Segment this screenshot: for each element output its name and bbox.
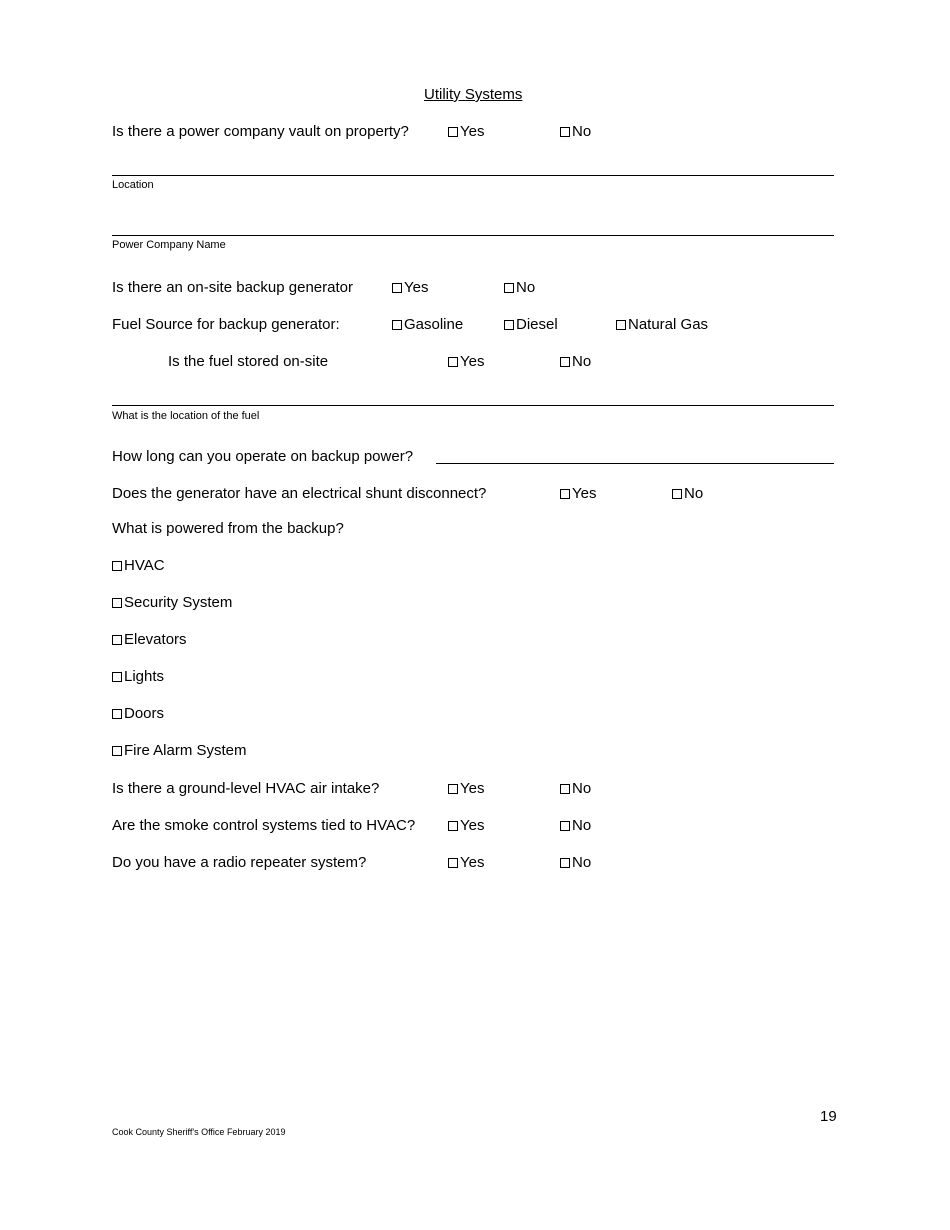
checkbox-icon	[448, 357, 458, 367]
checkbox-label: Yes	[460, 123, 485, 140]
powered-fire-alarm-checkbox[interactable]	[112, 742, 247, 760]
checkbox-icon	[504, 283, 514, 293]
checkbox-icon	[616, 320, 626, 330]
checkbox-icon	[112, 709, 122, 719]
checkbox-icon	[448, 784, 458, 794]
footer-text: Cook County Sheriff's Office February 2019	[112, 1127, 286, 1137]
checkbox-icon	[448, 127, 458, 137]
checkbox-icon	[112, 746, 122, 756]
checkbox-icon	[112, 635, 122, 645]
radio-repeater-no-checkbox[interactable]	[560, 854, 591, 872]
checkbox-label: Doors	[124, 705, 165, 722]
checkbox-icon	[392, 320, 402, 330]
checkbox-label: Diesel	[516, 316, 558, 333]
checkbox-label: HVAC	[124, 557, 165, 574]
question-shunt-disconnect: Does the generator have an electrical shunt disconnect?	[112, 485, 487, 502]
checkbox-label: Yes	[460, 353, 485, 370]
generator-yes-checkbox[interactable]	[392, 279, 428, 297]
generator-no-checkbox[interactable]	[504, 279, 535, 297]
question-fuel-stored: Is the fuel stored on-site	[168, 353, 329, 370]
smoke-control-no-checkbox[interactable]	[560, 817, 591, 835]
page-number: 19	[820, 1108, 837, 1125]
question-backup-duration: How long can you operate on backup power?	[112, 448, 414, 465]
checkbox-icon	[560, 784, 570, 794]
powered-security-system-checkbox[interactable]	[112, 594, 232, 612]
power-vault-yes-checkbox[interactable]	[448, 123, 484, 141]
checkbox-label: No	[572, 353, 592, 370]
fuel-stored-yes-checkbox[interactable]	[448, 353, 484, 371]
smoke-control-yes-checkbox[interactable]	[448, 817, 484, 835]
checkbox-icon	[112, 672, 122, 682]
powered-hvac-checkbox[interactable]	[112, 557, 165, 575]
question-powered-items: What is powered from the backup?	[112, 520, 344, 537]
question-backup-generator: Is there an on-site backup generator	[112, 279, 353, 296]
checkbox-icon	[672, 489, 682, 499]
checkbox-icon	[560, 489, 570, 499]
hvac-intake-no-checkbox[interactable]	[560, 780, 591, 798]
power-vault-no-checkbox[interactable]	[560, 123, 591, 141]
checkbox-label: No	[572, 854, 592, 871]
fuel-gasoline-checkbox[interactable]	[392, 316, 463, 334]
fuel-location-input-line[interactable]	[112, 405, 834, 406]
question-smoke-control: Are the smoke control systems tied to HVAC?	[112, 817, 416, 834]
checkbox-label: Yes	[460, 780, 485, 797]
checkbox-label: No	[516, 279, 536, 296]
checkbox-label: Natural Gas	[628, 316, 709, 333]
backup-duration-input-line[interactable]	[436, 463, 834, 464]
checkbox-label: No	[572, 780, 592, 797]
section-title: Utility Systems	[424, 86, 523, 103]
checkbox-icon	[392, 283, 402, 293]
location-label: Location	[112, 179, 154, 191]
question-radio-repeater: Do you have a radio repeater system?	[112, 854, 367, 871]
power-company-label: Power Company Name	[112, 239, 226, 251]
checkbox-icon	[448, 821, 458, 831]
power-company-input-line[interactable]	[112, 235, 834, 236]
shunt-no-checkbox[interactable]	[672, 485, 703, 503]
checkbox-label: No	[572, 817, 592, 834]
shunt-yes-checkbox[interactable]	[560, 485, 596, 503]
checkbox-label: Yes	[460, 817, 485, 834]
checkbox-label: Security System	[124, 594, 233, 611]
radio-repeater-yes-checkbox[interactable]	[448, 854, 484, 872]
fuel-stored-no-checkbox[interactable]	[560, 353, 591, 371]
checkbox-label: Fire Alarm System	[124, 742, 247, 759]
checkbox-label: Yes	[460, 854, 485, 871]
checkbox-label: Yes	[404, 279, 429, 296]
checkbox-icon	[112, 598, 122, 608]
hvac-intake-yes-checkbox[interactable]	[448, 780, 484, 798]
question-hvac-intake: Is there a ground-level HVAC air intake?	[112, 780, 380, 797]
fuel-diesel-checkbox[interactable]	[504, 316, 558, 334]
checkbox-label: Elevators	[124, 631, 187, 648]
checkbox-icon	[560, 821, 570, 831]
powered-elevators-checkbox[interactable]	[112, 631, 187, 649]
checkbox-label: No	[572, 123, 592, 140]
checkbox-label: Gasoline	[404, 316, 464, 333]
location-input-line[interactable]	[112, 175, 834, 176]
checkbox-icon	[560, 357, 570, 367]
powered-doors-checkbox[interactable]	[112, 705, 164, 723]
checkbox-icon	[504, 320, 514, 330]
checkbox-icon	[112, 561, 122, 571]
checkbox-label: No	[684, 485, 704, 502]
powered-lights-checkbox[interactable]	[112, 668, 164, 686]
question-fuel-source: Fuel Source for backup generator:	[112, 316, 340, 333]
checkbox-label: Lights	[124, 668, 165, 685]
checkbox-icon	[448, 858, 458, 868]
question-power-vault: Is there a power company vault on property?	[112, 123, 409, 140]
checkbox-label: Yes	[572, 485, 597, 502]
checkbox-icon	[560, 127, 570, 137]
checkbox-icon	[560, 858, 570, 868]
fuel-natural-gas-checkbox[interactable]	[616, 316, 708, 334]
fuel-location-label: What is the location of the fuel	[112, 410, 260, 422]
